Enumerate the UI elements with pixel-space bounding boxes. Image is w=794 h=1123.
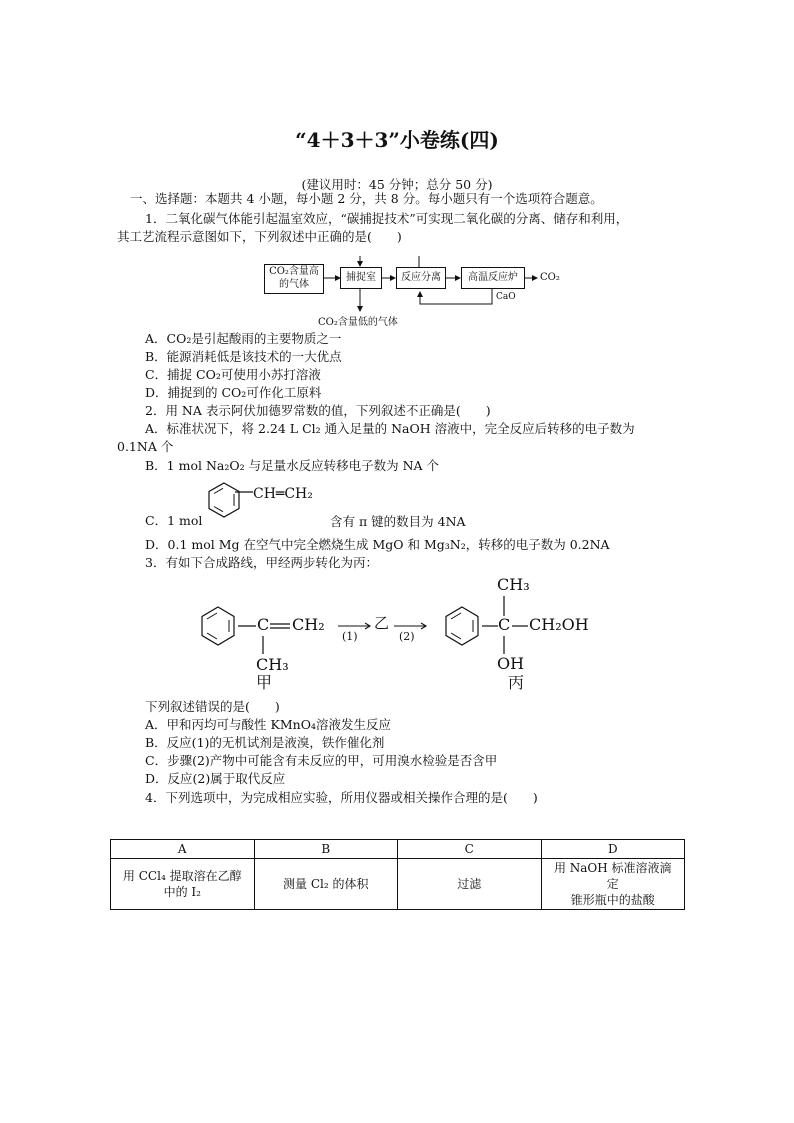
q3-option-b: B．反应(1)的无机试剂是液溴，铁作催化剂 xyxy=(145,735,385,750)
header-c: C xyxy=(398,840,542,859)
bing-ch2oh: CH₂OH xyxy=(529,615,589,634)
q3-option-a: A．甲和丙均可与酸性 KMnO₄溶液发生反应 xyxy=(145,717,391,732)
jia-ch3: CH₃ xyxy=(256,655,289,674)
q1-option-c: C．捕捉 CO₂可使用小苏打溶液 xyxy=(145,367,321,382)
cell-d xyxy=(541,859,685,910)
q1-option-b: B．能源消耗低是该技术的一大优点 xyxy=(145,349,342,364)
jia-benzene-ring xyxy=(196,604,240,648)
box-high-co2-line2: 的气体 xyxy=(279,279,309,290)
styrene-vinyl-group: CH═CH₂ xyxy=(253,486,313,502)
q1-option-a: A．CO₂是引起酸雨的主要物质之一 xyxy=(145,331,342,346)
jia-carbon: C xyxy=(257,615,270,634)
cell-a-line2: 中的 I₂ xyxy=(163,885,201,899)
q2-option-a-line2: 0.1NA 个 xyxy=(117,439,174,454)
step-1-label: (1) xyxy=(342,630,358,643)
cao-label: CaO xyxy=(496,292,516,302)
q3-option-d: D．反应(2)属于取代反应 xyxy=(145,771,286,786)
table-row xyxy=(111,859,685,910)
cell-d-line1: 用 NaOH 标准溶液滴 xyxy=(553,861,672,875)
page-title: “4＋3＋3”小卷练(四) xyxy=(295,128,499,152)
box-high-co2-gas xyxy=(264,264,324,294)
bing-ch3: CH₃ xyxy=(497,575,530,594)
styrene-bond xyxy=(235,490,255,500)
step-2-label: (2) xyxy=(399,630,415,643)
header-d: D xyxy=(541,840,685,859)
section-heading: 一、选择题：本题共 4 小题，每小题 2 分，共 8 分。每小题只有一个选项符合题意。 xyxy=(130,191,603,206)
table-header-row xyxy=(111,840,685,859)
header-a: A xyxy=(111,840,255,859)
q2-option-b: B．1 mol Na₂O₂ 与足量水反应转移电子数为 NA 个 xyxy=(145,458,440,473)
q4-stem: 4．下列选项中，为完成相应实验，所用仪器或相关操作合理的是( ) xyxy=(145,790,538,805)
q2-option-c-prefix: C．1 mol xyxy=(145,513,203,528)
box-high-temp-furnace: 高温反应炉 xyxy=(461,267,525,289)
box-reaction-separation: 反应分离 xyxy=(396,267,446,289)
q2-option-d: D．0.1 mol Mg 在空气中完全燃烧生成 MgO 和 Mg₃N₂，转移的电子数为 0.2NA xyxy=(145,537,610,552)
output-co2: CO₂ xyxy=(540,272,560,283)
process-flow-diagram xyxy=(262,256,582,326)
bing-label: 丙 xyxy=(508,673,525,692)
box-capture-room: 捕捉室 xyxy=(340,267,382,289)
cell-c: 过滤 xyxy=(398,859,542,910)
q2-option-a-line1: A．标准状况下，将 2.24 L Cl₂ 通入足量的 NaOH 溶液中，完全反应后转移的电子数为 xyxy=(145,421,635,436)
jia-label: 甲 xyxy=(256,673,273,692)
cell-a-line1: 用 CCl₄ 提取溶在乙醇 xyxy=(122,869,242,883)
bing-carbon: C xyxy=(498,615,511,634)
box-high-co2-line1: CO₂含量高 xyxy=(269,266,319,277)
cell-b: 测量 Cl₂ 的体积 xyxy=(254,859,398,910)
cell-d-line2: 定 xyxy=(606,877,619,891)
q1-stem-line2: 其工艺流程示意图如下，下列叙述中正确的是( ) xyxy=(117,229,402,244)
q2-option-c-suffix: 含有 π 键的数目为 4NA xyxy=(330,514,466,529)
jia-ch2: CH₂ xyxy=(292,615,325,634)
low-co2-gas-label: CO₂含量低的气体 xyxy=(318,317,398,328)
bing-benzene-ring xyxy=(440,604,484,648)
q3-stem: 3．有如下合成路线，甲经两步转化为丙： xyxy=(145,555,378,570)
q1-option-d: D．捕捉到的 CO₂可作化工原料 xyxy=(145,385,322,400)
styrene-benzene-ring xyxy=(204,480,244,520)
q3-option-c: C．步骤(2)产物中可能含有未反应的甲，可用溴水检验是否含甲 xyxy=(145,753,498,768)
cell-d-line3: 锥形瓶中的盐酸 xyxy=(570,893,655,907)
time-note: (建议用时：45 分钟；总分 50 分) xyxy=(301,177,493,192)
q3-ask: 下列叙述错误的是( ) xyxy=(145,699,280,714)
q1-stem-line1: 1．二氧化碳气体能引起温室效应，“碳捕捉技术”可实现二氧化碳的分离、储存和利用， xyxy=(145,211,629,226)
header-b: B xyxy=(254,840,398,859)
cell-a xyxy=(111,859,255,910)
bing-oh: OH xyxy=(497,654,525,673)
yi-label: 乙 xyxy=(374,614,390,632)
q4-options-table xyxy=(110,839,685,910)
q2-stem: 2．用 NA 表示阿伏加德罗常数的值，下列叙述不正确是( ) xyxy=(145,403,491,418)
